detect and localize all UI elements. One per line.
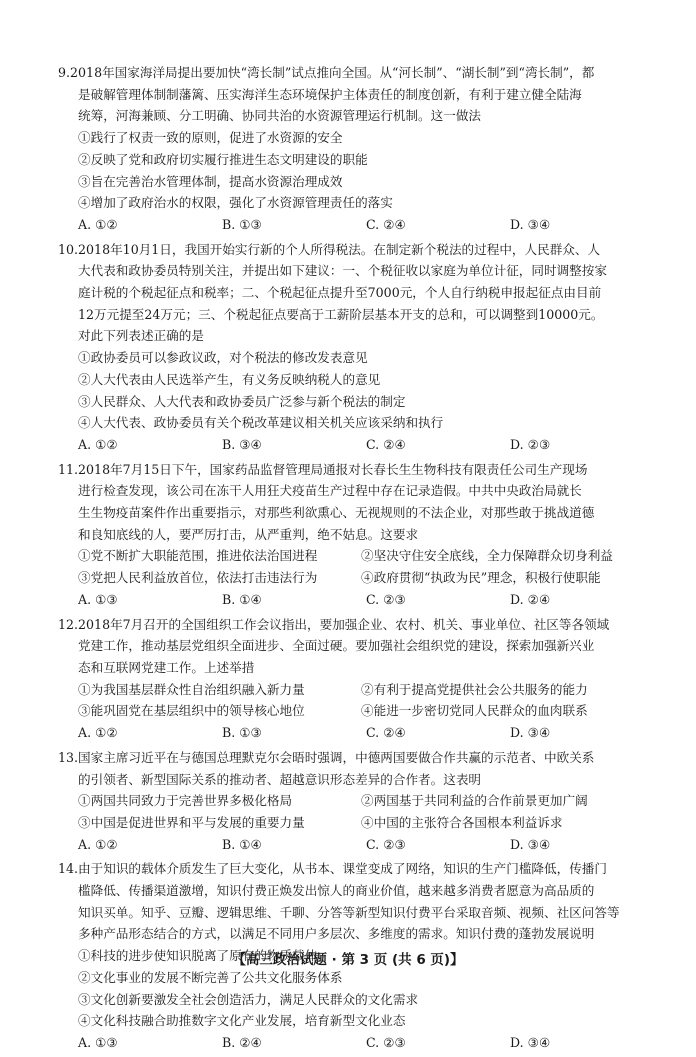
answer-option: A. ①③ bbox=[78, 591, 118, 607]
answer-options bbox=[58, 1032, 670, 1054]
statement-item: ②有利于提高党提供社会公共服务的能力 bbox=[361, 681, 588, 697]
answer-option: B. ①③ bbox=[222, 216, 262, 232]
answer-options bbox=[58, 722, 670, 744]
question-number: 12. bbox=[58, 616, 79, 632]
question-9 bbox=[58, 62, 670, 236]
question-stem-line bbox=[58, 747, 670, 769]
statement-item: ②人大代表由人民选举产生，有义务反映纳税人的意见 bbox=[78, 371, 381, 387]
answer-option: C. ②④ bbox=[366, 216, 406, 232]
answer-option: C. ②③ bbox=[366, 1034, 406, 1050]
question-stem-text: 2018年10月1日，我国开始实行新的个人所得税法。在制定新个税法的过程中，人民群众、人 bbox=[78, 241, 601, 257]
statement-row bbox=[58, 790, 670, 812]
question-stem-line bbox=[58, 239, 670, 261]
answer-option: B. ③④ bbox=[222, 436, 262, 452]
statement-item: ④政府贯彻“执政为民”理念，积极行使职能 bbox=[361, 570, 601, 586]
question-10 bbox=[58, 239, 670, 456]
statement-item: ①政协委员可以参政议政，对个税法的修改发表意见 bbox=[78, 350, 368, 366]
question-stem-text: 2018年7月15日下午，国家药品监督管理局通报对长春长生生物科技有限责任公司生产现场 bbox=[78, 461, 588, 477]
statement-item: ④人大代表、政协委员有关个税改革建议相关机关应该采纳和执行 bbox=[78, 415, 444, 431]
question-stem-text: 槛降低、传播渠道激增，知识付费正焕发出惊人的商业价值，越来越多消费者愿意为高品质的 bbox=[78, 883, 595, 899]
answer-option: C. ②④ bbox=[366, 436, 406, 452]
question-stem-text: 生生物疫苗案件作出重要指示，对那些利欲熏心、无视规则的不法企业，对那些敢于挑战道德 bbox=[78, 505, 595, 521]
statement-row bbox=[58, 679, 670, 701]
statement-item: ④中国的主张符合各国根本利益诉求 bbox=[361, 814, 563, 830]
statement-item: ②两国基于共同利益的合作前景更加广阔 bbox=[361, 793, 588, 809]
question-stem-text: 的引领者、新型国际关系的推动者、超越意识形态差异的合作者。这表明 bbox=[78, 771, 481, 787]
question-stem-text: 是破解管理体制制藩篱、压实海洋生态环境保护主体责任的制度创新，有利于建立健全陆海 bbox=[78, 86, 582, 102]
statement-item: ①两国共同致力于完善世界多极化格局 bbox=[78, 793, 293, 809]
statement-item: ②反映了党和政府切实履行推进生态文明建设的职能 bbox=[78, 151, 368, 167]
question-number: 14. bbox=[58, 861, 79, 877]
answer-option: D. ③④ bbox=[510, 725, 551, 741]
page-footer: 【高三政治试题 · 第 3 页 (共 6 页)】 bbox=[232, 952, 464, 968]
answer-option: A. ①② bbox=[78, 725, 118, 741]
statement-item: ④文化科技融合助推数字文化产业发展，培育新型文化业态 bbox=[78, 1013, 406, 1029]
question-number: 11. bbox=[58, 461, 79, 477]
question-stem-text: 国家主席习近平在与德国总理默克尔会晤时强调，中德两国要做合作共赢的示范者、中欧关系 bbox=[78, 749, 595, 765]
question-stem-line bbox=[58, 657, 670, 679]
question-13 bbox=[58, 747, 670, 856]
question-stem-text: 大代表和政协委员特别关注，并提出如下建议：一、个税征收以家庭为单位计征，同时调整按家 bbox=[78, 263, 607, 279]
answer-options bbox=[58, 214, 670, 236]
answer-option: C. ②③ bbox=[366, 836, 406, 852]
answer-option: A. ①③ bbox=[78, 1034, 118, 1050]
question-stem-text: 对此下列表述正确的是 bbox=[78, 328, 204, 344]
statement-item: ①党不断扩大职能范围，推进依法治国进程 bbox=[78, 548, 318, 564]
answer-option: D. ②④ bbox=[510, 591, 551, 607]
question-stem-line bbox=[58, 459, 670, 481]
answer-options bbox=[58, 434, 670, 456]
statement-item: ③人民群众、人大代表和政协委员广泛参与新个税法的制定 bbox=[78, 393, 406, 409]
statement-item: ③党把人民利益放首位，依法打击违法行为 bbox=[78, 570, 318, 586]
question-stem-line bbox=[58, 282, 670, 304]
question-stem-line bbox=[58, 84, 670, 106]
answer-options bbox=[58, 589, 670, 611]
question-stem-line bbox=[58, 902, 670, 924]
answer-options bbox=[58, 834, 670, 856]
question-stem-line bbox=[58, 502, 670, 524]
question-number: 9. bbox=[58, 65, 71, 80]
question-stem-text: 由于知识的载体介质发生了巨大变化，从书本、课堂变成了网络，知识的生产门槛降低，传播门 bbox=[78, 861, 607, 877]
question-stem-text: 2018年7月召开的全国组织工作会议指出，要加强企业、农村、机关、事业单位、社区等各领域 bbox=[78, 616, 610, 632]
statement-item: ①科技的进步使知识脱离了原有的物质载体 bbox=[78, 948, 318, 964]
question-stem-text: 12万元提至24万元；三、个税起征点要高于工薪阶层基本开支的总和，可以调整到10000元。 bbox=[78, 306, 604, 322]
answer-option: A. ①② bbox=[78, 836, 118, 852]
question-stem-text: 知识买单。知乎、豆瓣、逻辑思维、千聊、分答等新型知识付费平台采取音频、视频、社区问答等 bbox=[78, 904, 620, 920]
question-stem-text: 庭计税的个税起征点和税率；二、个税起征点提升至7000元，个人自行纳税申报起征点由目前 bbox=[78, 285, 602, 301]
statement-item: ③中国是促进世界和平与发展的重要力量 bbox=[78, 814, 305, 830]
answer-option: D. ③④ bbox=[510, 216, 551, 232]
statement-item: ③文化创新要激发全社会创造活力，满足人民群众的文化需求 bbox=[78, 991, 419, 1007]
statement-item: ①践行了权责一致的原则，促进了水资源的安全 bbox=[78, 130, 343, 146]
question-stem-line bbox=[58, 880, 670, 902]
statement-row bbox=[58, 700, 670, 722]
question-stem-text: 进行检查发现，该公司在冻干人用狂犬疫苗生产过程中存在记录造假。中共中央政治局就长 bbox=[78, 483, 582, 499]
answer-option: D. ③④ bbox=[510, 1034, 551, 1050]
question-stem-line bbox=[58, 769, 670, 791]
question-11 bbox=[58, 459, 670, 611]
question-stem-line bbox=[58, 62, 670, 84]
question-stem-text: 态和互联网党建工作。上述举措 bbox=[78, 659, 255, 675]
question-stem-line bbox=[58, 923, 670, 945]
question-list bbox=[58, 62, 670, 1057]
question-number: 13. bbox=[58, 749, 79, 765]
question-stem-text: 多种产品形态结合的方式，以满足不同用户多层次、多维度的需求。知识付费的蓬勃发展说明 bbox=[78, 926, 595, 942]
answer-option: A. ①② bbox=[78, 436, 118, 452]
question-stem-text: 和良知底线的人，要严厉打击，从严重判，绝不姑息。这要求 bbox=[78, 526, 419, 542]
question-stem-line bbox=[58, 858, 670, 880]
question-stem-line bbox=[58, 304, 670, 326]
question-stem-line bbox=[58, 480, 670, 502]
question-stem-line bbox=[58, 524, 670, 546]
question-stem-line bbox=[58, 614, 670, 636]
question-stem-line bbox=[58, 635, 670, 657]
answer-option: C. ②③ bbox=[366, 591, 406, 607]
statement-item: ①为我国基层群众性自治组织融入新力量 bbox=[78, 681, 305, 697]
answer-option: A. ①② bbox=[78, 216, 118, 232]
statement-row bbox=[58, 545, 670, 567]
question-stem-text: 统筹，河海兼顾、分工明确、协同共治的水资源管理运行机制。这一做法 bbox=[78, 108, 481, 124]
statement-row bbox=[58, 812, 670, 834]
answer-option: B. ①④ bbox=[222, 836, 262, 852]
statement-item: ②文化事业的发展不断完善了公共文化服务体系 bbox=[78, 969, 343, 985]
statement-item: ④增加了政府治水的权限，强化了水资源管理责任的落实 bbox=[78, 195, 393, 211]
statement-item: ②坚决守住安全底线，全力保障群众切身利益 bbox=[361, 548, 613, 564]
statement-item: ③能巩固党在基层组织中的领导核心地位 bbox=[78, 703, 305, 719]
question-number: 10. bbox=[58, 241, 79, 257]
question-stem-text: 2018年国家海洋局提出要加快“湾长制”试点推向全国。从“河长制”、“湖长制”到“湾长制”，都 bbox=[70, 65, 595, 80]
answer-option: D. ③④ bbox=[510, 836, 551, 852]
question-12 bbox=[58, 614, 670, 744]
question-stem-line bbox=[58, 260, 670, 282]
question-stem-line bbox=[58, 105, 670, 127]
answer-option: B. ②④ bbox=[222, 1034, 262, 1050]
answer-option: C. ②④ bbox=[366, 725, 406, 741]
answer-option: D. ②③ bbox=[510, 436, 551, 452]
statement-item: ④能进一步密切党同人民群众的血肉联系 bbox=[361, 703, 588, 719]
answer-option: B. ①③ bbox=[222, 725, 262, 741]
answer-option: B. ①④ bbox=[222, 591, 262, 607]
question-stem-text: 党建工作，推动基层党组织全面进步、全面过硬。要加强社会组织党的建设，探索加强新兴业 bbox=[78, 638, 595, 654]
statement-item: ③旨在完善治水管理体制，提高水资源治理成效 bbox=[78, 173, 343, 189]
question-stem-line bbox=[58, 325, 670, 347]
statement-row bbox=[58, 567, 670, 589]
